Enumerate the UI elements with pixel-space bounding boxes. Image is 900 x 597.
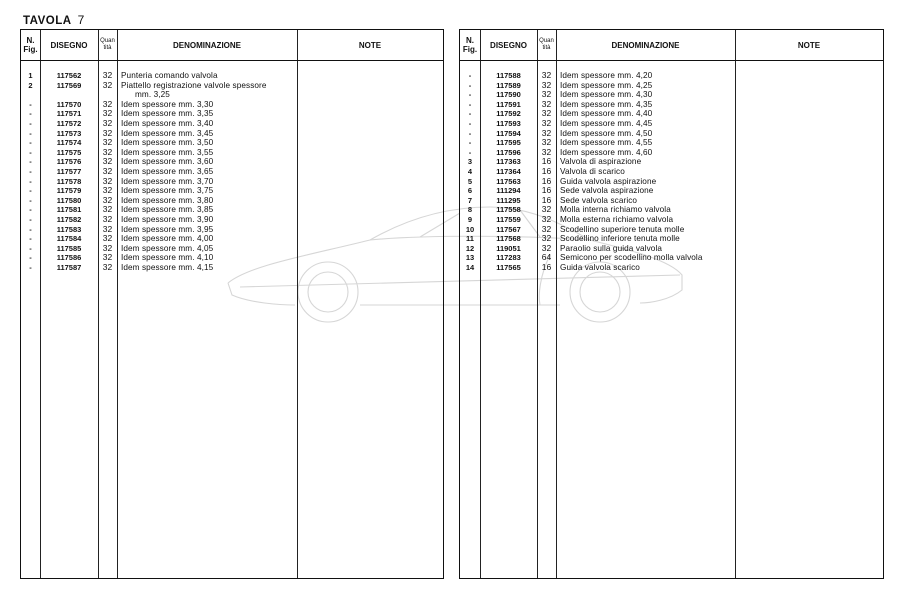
cell-quantita: 32 — [102, 223, 113, 234]
cell-disegno: 117364 — [496, 166, 521, 176]
cell-fig: - — [468, 90, 472, 100]
cell-disegno: 117363 — [496, 157, 521, 167]
cell-fig: 12 — [465, 243, 475, 253]
table-row — [460, 177, 883, 187]
cell-quantita: 32 — [541, 223, 552, 234]
cell-disegno: 117563 — [496, 176, 521, 186]
cell-denominazione: Scodellino superiore tenuta molle — [560, 224, 685, 234]
cell-fig: 14 — [465, 262, 475, 272]
table-row — [460, 215, 883, 225]
cell-denominazione: Idem spessore mm. 3,65 — [121, 166, 214, 176]
cell-disegno: 117576 — [56, 157, 82, 167]
cell-denominazione: Idem spessore mm. 4,55 — [560, 138, 653, 148]
cell-quantita: 32 — [102, 98, 113, 109]
cell-fig: - — [29, 147, 32, 157]
cell-disegno: 117574 — [56, 138, 82, 148]
cell-quantita: 32 — [541, 108, 552, 119]
table-row — [460, 71, 883, 81]
cell-fig: - — [29, 234, 32, 244]
table-row — [21, 205, 443, 215]
cell-fig: - — [29, 157, 32, 167]
table-row — [460, 186, 883, 196]
cell-fig: 11 — [466, 234, 474, 244]
cell-denominazione: Punteria comando valvola — [121, 71, 218, 80]
cell-denominazione: Molla interna richiamo valvola — [560, 205, 671, 215]
cell-denominazione: Idem spessore mm. 3,60 — [121, 157, 214, 167]
cell-fig: 8 — [467, 205, 473, 215]
cell-denominazione: Sede valvola scarico — [560, 195, 638, 205]
cell-denominazione: Idem spessore mm. 3,80 — [121, 195, 214, 205]
cell-fig: - — [29, 224, 32, 234]
cell-quantita: 32 — [541, 79, 552, 90]
cell-disegno: 117592 — [496, 109, 521, 119]
cell-quantita: 32 — [541, 137, 552, 148]
cell-fig: - — [29, 214, 32, 224]
cell-disegno: 117596 — [496, 147, 521, 157]
cell-denominazione: Piattello registrazione valvole spessore — [121, 80, 267, 90]
cell-fig: - — [29, 128, 32, 138]
page-title-label: TAVOLA — [23, 15, 72, 27]
cell-denominazione: Idem spessore mm. 4,60 — [560, 147, 653, 157]
cell-quantita: 32 — [541, 70, 552, 80]
table-row — [460, 138, 883, 148]
cell-denominazione: Guida valvola aspirazione — [560, 176, 657, 186]
cell-denominazione: Paraolio sulla guida valvola — [560, 243, 663, 253]
cell-fig: 4 — [467, 166, 473, 176]
header-fig: N. Fig. — [23, 36, 38, 54]
cell-quantita: 16 — [541, 165, 552, 176]
table-row — [21, 225, 443, 235]
cell-disegno: 117562 — [56, 71, 82, 80]
cell-disegno: 117586 — [56, 253, 82, 263]
table-row — [21, 81, 443, 91]
table-row — [21, 253, 443, 263]
cell-denominazione: Sede valvola aspirazione — [560, 186, 654, 196]
cell-fig: - — [29, 118, 32, 128]
cell-denominazione: Idem spessore mm. 4,15 — [121, 262, 214, 272]
table-row — [460, 157, 883, 167]
cell-denominazione: Idem spessore mm. 4,45 — [560, 118, 653, 128]
cell-denominazione: Idem spessore mm. 4,00 — [121, 234, 214, 244]
cell-disegno: 117582 — [56, 214, 82, 224]
cell-fig: 13 — [465, 253, 475, 263]
cell-denominazione: Molla esterna richiamo valvola — [560, 214, 674, 224]
cell-denominazione: Scodellino inferiore tenuta molle — [560, 234, 680, 244]
parts-table-left — [20, 29, 444, 579]
cell-fig: - — [29, 253, 32, 263]
cell-fig: 7 — [467, 195, 473, 205]
cell-fig: - — [29, 205, 32, 215]
cell-quantita: 32 — [541, 89, 552, 100]
header-disegno: DISEGNO — [490, 40, 527, 50]
cell-disegno: 117573 — [56, 128, 82, 138]
cell-fig: - — [29, 99, 32, 109]
cell-disegno: 111294 — [496, 186, 521, 196]
cell-denominazione: Guida valvola scarico — [560, 262, 640, 272]
cell-denominazione: Idem spessore mm. 3,45 — [121, 128, 214, 138]
table-row — [460, 196, 883, 206]
cell-denominazione: Idem spessore mm. 3,35 — [121, 109, 214, 119]
table-row — [21, 196, 443, 206]
cell-quantita: 16 — [541, 185, 552, 196]
cell-quantita: 32 — [541, 127, 552, 138]
cell-disegno: 117577 — [56, 166, 82, 176]
cell-quantita: 32 — [102, 233, 113, 244]
cell-quantita: 32 — [541, 204, 552, 215]
cell-disegno: 117591 — [496, 99, 521, 109]
cell-denominazione: Valvola di aspirazione — [560, 157, 642, 167]
cell-fig: - — [29, 262, 32, 272]
cell-denominazione: Idem spessore mm. 4,40 — [560, 109, 653, 119]
cell-quantita: 32 — [102, 156, 113, 167]
table-row — [21, 244, 443, 254]
cell-disegno: 117584 — [56, 234, 82, 244]
cell-quantita: 32 — [102, 242, 113, 253]
cell-fig: - — [29, 243, 32, 253]
table-row — [460, 244, 883, 254]
cell-fig: 5 — [467, 176, 473, 186]
cell-fig: 10 — [465, 224, 475, 234]
cell-disegno: 117283 — [496, 253, 521, 263]
cell-disegno: 117583 — [56, 224, 82, 234]
cell-disegno: 117559 — [496, 214, 521, 224]
cell-fig: - — [29, 109, 32, 119]
cell-disegno: 117589 — [496, 80, 521, 90]
cell-disegno: 117569 — [56, 80, 82, 90]
cell-denominazione: Idem spessore mm. 3,75 — [121, 186, 214, 196]
table-row — [21, 157, 443, 167]
cell-denominazione: Idem spessore mm. 4,10 — [121, 253, 214, 263]
table-row — [21, 167, 443, 177]
cell-disegno: 117572 — [56, 118, 82, 128]
cell-disegno: 117578 — [56, 176, 82, 186]
table-row — [21, 177, 443, 187]
cell-fig: 2 — [28, 80, 33, 90]
cell-fig: 6 — [467, 186, 473, 196]
table-row — [460, 90, 883, 100]
cell-quantita: 32 — [102, 127, 113, 138]
cell-disegno: 117567 — [496, 224, 521, 234]
header-note: NOTE — [358, 40, 382, 50]
table-body-right — [460, 71, 883, 272]
cell-fig: 1 — [28, 71, 33, 80]
cell-quantita: 32 — [102, 213, 113, 224]
table-row — [21, 148, 443, 158]
cell-fig: - — [468, 128, 472, 138]
cell-disegno: 117588 — [496, 71, 521, 80]
cell-disegno: 117590 — [496, 90, 521, 100]
header-disegno: DISEGNO — [50, 40, 88, 50]
header-divider — [460, 60, 883, 61]
cell-fig: - — [29, 176, 32, 186]
table-row — [21, 186, 443, 196]
parts-table-right — [459, 29, 884, 579]
header-fig: N. Fig. — [462, 36, 478, 54]
cell-fig: - — [468, 80, 472, 90]
cell-fig: 9 — [467, 214, 473, 224]
cell-fig: - — [468, 71, 472, 80]
cell-denominazione: Idem spessore mm. 3,55 — [121, 147, 214, 157]
cell-fig: - — [29, 186, 32, 196]
table-body-left — [21, 71, 443, 272]
header-note: NOTE — [797, 40, 821, 50]
cell-quantita: 16 — [541, 194, 552, 205]
cell-quantita: 32 — [541, 242, 552, 253]
table-row — [460, 167, 883, 177]
cell-denominazione: Idem spessore mm. 3,70 — [121, 176, 214, 186]
table-row — [460, 81, 883, 91]
table-row — [460, 129, 883, 139]
cell-denominazione: Idem spessore mm. 4,35 — [560, 99, 653, 109]
table-row — [21, 100, 443, 110]
cell-denominazione: Idem spessore mm. 4,25 — [560, 80, 653, 90]
cell-quantita: 16 — [541, 261, 552, 272]
table-row — [460, 100, 883, 110]
cell-denominazione: Idem spessore mm. 3,30 — [121, 99, 214, 109]
header-denominazione: DENOMINAZIONE — [611, 40, 680, 50]
table-row — [460, 253, 883, 263]
table-row — [460, 205, 883, 215]
cell-quantita: 32 — [102, 108, 113, 119]
table-row — [21, 234, 443, 244]
cell-denominazione: mm. 3,25 — [135, 90, 170, 100]
cell-disegno: 117587 — [56, 262, 82, 272]
cell-quantita: 32 — [102, 70, 113, 80]
cell-denominazione: Idem spessore mm. 4,30 — [560, 90, 653, 100]
table-row — [21, 71, 443, 81]
cell-denominazione: Idem spessore mm. 4,50 — [560, 128, 653, 138]
cell-quantita: 32 — [102, 79, 113, 90]
table-row — [460, 119, 883, 129]
cell-fig: - — [468, 138, 472, 148]
header-divider — [21, 60, 443, 61]
cell-denominazione: Valvola di scarico — [560, 166, 625, 176]
cell-quantita: 32 — [102, 117, 113, 128]
table-row — [21, 263, 443, 273]
cell-quantita: 32 — [102, 146, 113, 157]
cell-disegno: 117579 — [56, 186, 82, 196]
cell-fig: - — [29, 166, 32, 176]
cell-quantita: 32 — [541, 98, 552, 109]
cell-fig: - — [29, 138, 32, 148]
table-row — [460, 225, 883, 235]
table-row — [21, 138, 443, 148]
cell-fig: - — [468, 109, 472, 119]
cell-denominazione: Idem spessore mm. 3,50 — [121, 138, 214, 148]
table-row — [460, 234, 883, 244]
cell-quantita: 32 — [541, 213, 552, 224]
cell-denominazione: Semicono per scodellino molla valvola — [560, 253, 703, 263]
cell-disegno: 117595 — [496, 138, 521, 148]
cell-quantita: 32 — [541, 117, 552, 128]
cell-disegno: 117575 — [56, 147, 82, 157]
cell-disegno: 117585 — [56, 243, 82, 253]
cell-disegno: 117594 — [496, 128, 521, 138]
cell-quantita: 32 — [102, 185, 113, 196]
cell-disegno: 117581 — [56, 205, 82, 215]
cell-fig: 3 — [467, 157, 473, 167]
cell-quantita: 32 — [102, 261, 113, 272]
cell-quantita: 32 — [102, 252, 113, 263]
header-quantita: Quan tità — [539, 38, 554, 51]
table-row — [460, 263, 883, 273]
table-row — [460, 109, 883, 119]
cell-fig: - — [468, 147, 472, 157]
cell-disegno: 117565 — [496, 262, 521, 272]
cell-quantita: 32 — [102, 194, 113, 205]
cell-quantita: 32 — [541, 146, 552, 157]
cell-disegno: 117571 — [56, 109, 82, 119]
cell-quantita: 32 — [102, 165, 113, 176]
table-row — [21, 129, 443, 139]
cell-disegno: 117558 — [496, 205, 521, 215]
page-title-number: 7 — [77, 13, 85, 27]
cell-quantita: 16 — [541, 156, 552, 167]
table-row — [21, 119, 443, 129]
cell-denominazione: Idem spessore mm. 4,05 — [121, 243, 214, 253]
cell-denominazione: Idem spessore mm. 3,95 — [121, 224, 214, 234]
cell-denominazione: Idem spessore mm. 3,40 — [121, 118, 214, 128]
table-row — [21, 215, 443, 225]
header-quantita: Quan tità — [100, 38, 115, 51]
cell-fig: - — [468, 118, 472, 128]
cell-denominazione: Idem spessore mm. 3,90 — [121, 214, 214, 224]
cell-disegno: 117570 — [56, 99, 82, 109]
cell-quantita: 16 — [541, 175, 552, 186]
cell-disegno: 117580 — [56, 195, 82, 205]
cell-quantita: 32 — [102, 137, 113, 148]
page-title — [23, 13, 85, 27]
cell-disegno: 117568 — [496, 234, 521, 244]
cell-disegno: 111295 — [496, 195, 521, 205]
table-row — [21, 109, 443, 119]
cell-denominazione: Idem spessore mm. 3,85 — [121, 205, 214, 215]
cell-quantita: 32 — [102, 204, 113, 215]
cell-quantita: 64 — [541, 252, 552, 263]
cell-fig: - — [468, 99, 472, 109]
cell-quantita: 32 — [102, 175, 113, 186]
header-denominazione: DENOMINAZIONE — [173, 40, 241, 50]
table-row — [460, 148, 883, 158]
cell-disegno: 117593 — [496, 118, 521, 128]
cell-quantita: 32 — [541, 233, 552, 244]
table-row — [21, 90, 443, 100]
cell-denominazione: Idem spessore mm. 4,20 — [560, 71, 653, 80]
cell-disegno: 119051 — [496, 243, 521, 253]
cell-fig: - — [29, 195, 32, 205]
